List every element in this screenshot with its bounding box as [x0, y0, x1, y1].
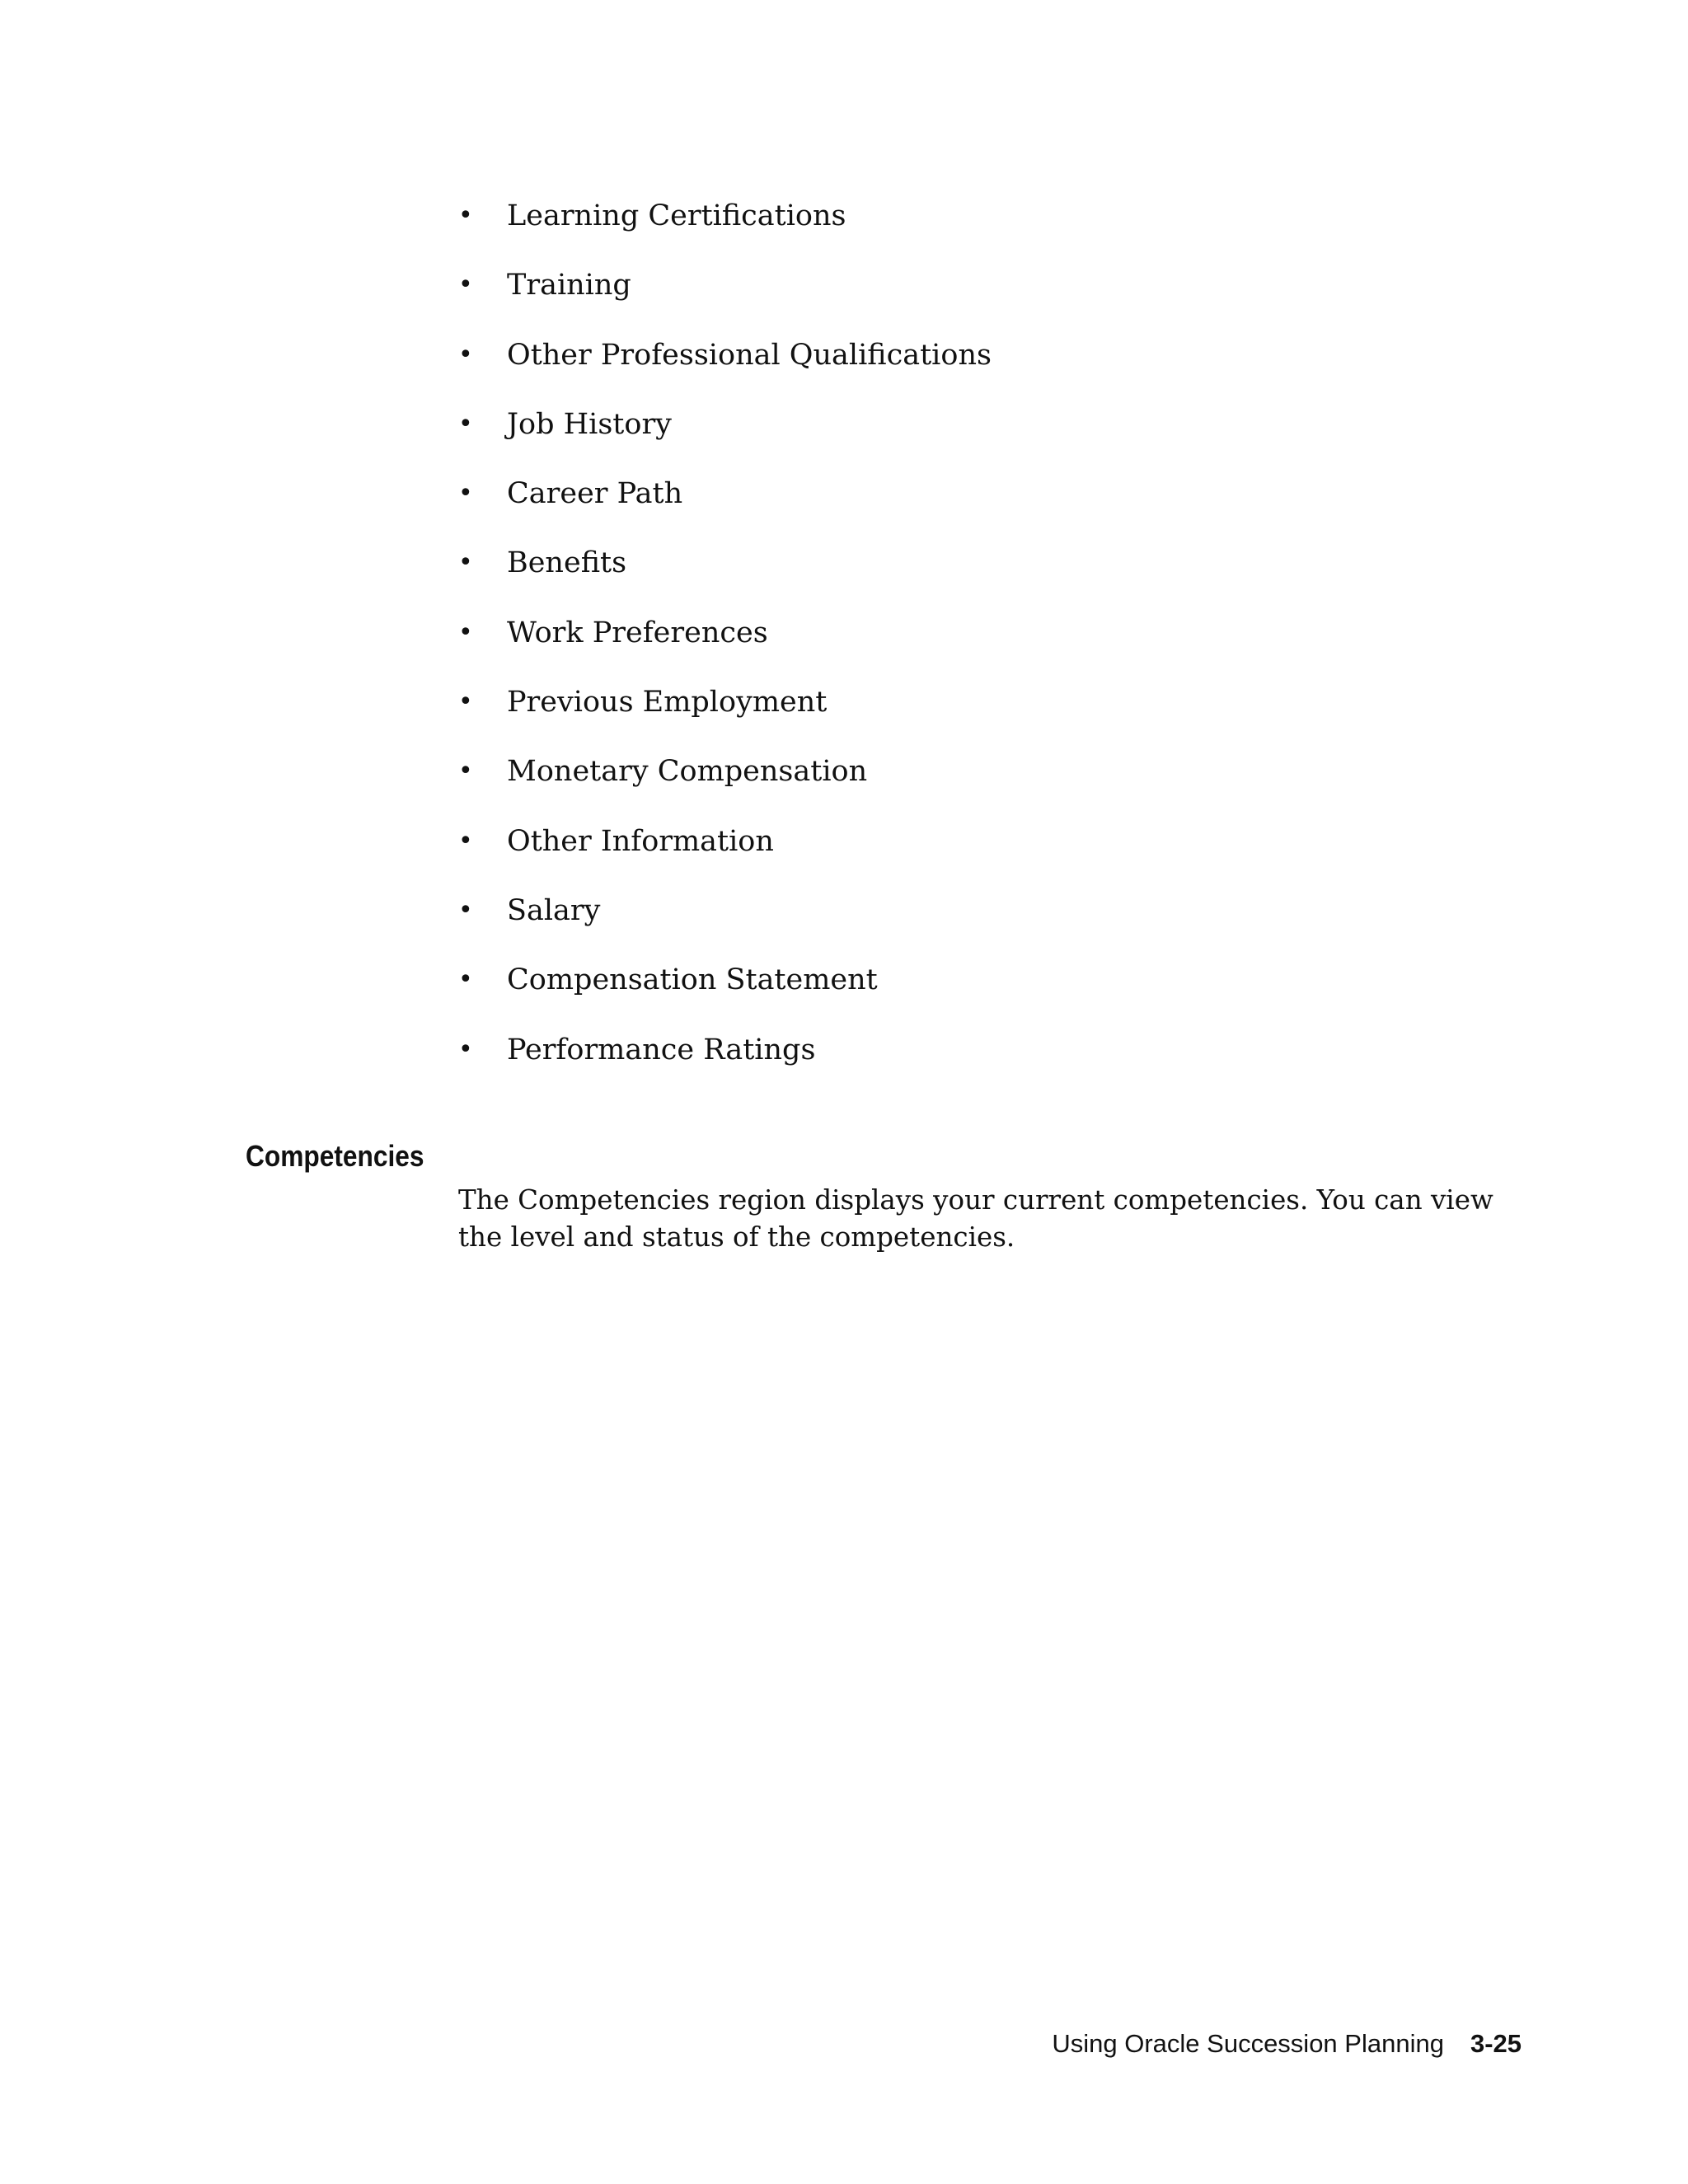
list-item-label: Learning Certifications: [507, 199, 846, 232]
bullet-icon: •: [458, 548, 473, 578]
page-footer: [1052, 2027, 1522, 2060]
list-item: [458, 476, 992, 545]
list-item: [458, 545, 992, 614]
list-item: [458, 753, 992, 823]
list-item: [458, 893, 992, 962]
list-item-label: Training: [507, 269, 631, 302]
list-item: [458, 198, 992, 267]
bullet-icon: •: [458, 687, 473, 717]
bullet-icon: •: [458, 340, 473, 369]
list-item-label: Career Path: [507, 477, 683, 511]
bullet-icon: •: [458, 270, 473, 300]
list-item: [458, 684, 992, 753]
list-item: [458, 1032, 992, 1101]
section-heading: Competencies: [246, 1139, 424, 1173]
list-item-label: Compensation Statement: [507, 963, 878, 997]
list-item: [458, 962, 992, 1031]
list-item-label: Work Preferences: [507, 616, 768, 649]
bullet-icon: •: [458, 1034, 473, 1064]
bullet-icon: •: [458, 826, 473, 855]
list-item-label: Performance Ratings: [507, 1033, 816, 1066]
list-item-label: Benefits: [507, 546, 627, 580]
bullet-icon: •: [458, 895, 473, 925]
list-item: [458, 823, 992, 893]
bullet-icon: •: [458, 617, 473, 647]
bullet-icon: •: [458, 409, 473, 438]
list-item-label: Monetary Compensation: [507, 755, 868, 789]
list-item-label: Previous Employment: [507, 686, 828, 719]
list-item-label: Salary: [507, 893, 601, 927]
section-body: The Competencies region displays your current competencies. You can view the level and status of the competencies.: [458, 1184, 1493, 1253]
bullet-list: [458, 198, 992, 1101]
list-item: [458, 337, 992, 406]
list-item-label: Other Professional Qualifications: [507, 338, 992, 372]
footer-page-number: 3-25: [1470, 2029, 1522, 2058]
bullet-icon: •: [458, 201, 473, 230]
list-item-label: Other Information: [507, 824, 774, 858]
bullet-icon: •: [458, 965, 473, 995]
list-item-label: Job History: [507, 407, 672, 441]
list-item: [458, 267, 992, 336]
list-item: [458, 406, 992, 476]
list-item: [458, 615, 992, 684]
footer-chapter-title: Using Oracle Succession Planning: [1052, 2029, 1444, 2058]
bullet-icon: •: [458, 757, 473, 786]
bullet-icon: •: [458, 479, 473, 509]
